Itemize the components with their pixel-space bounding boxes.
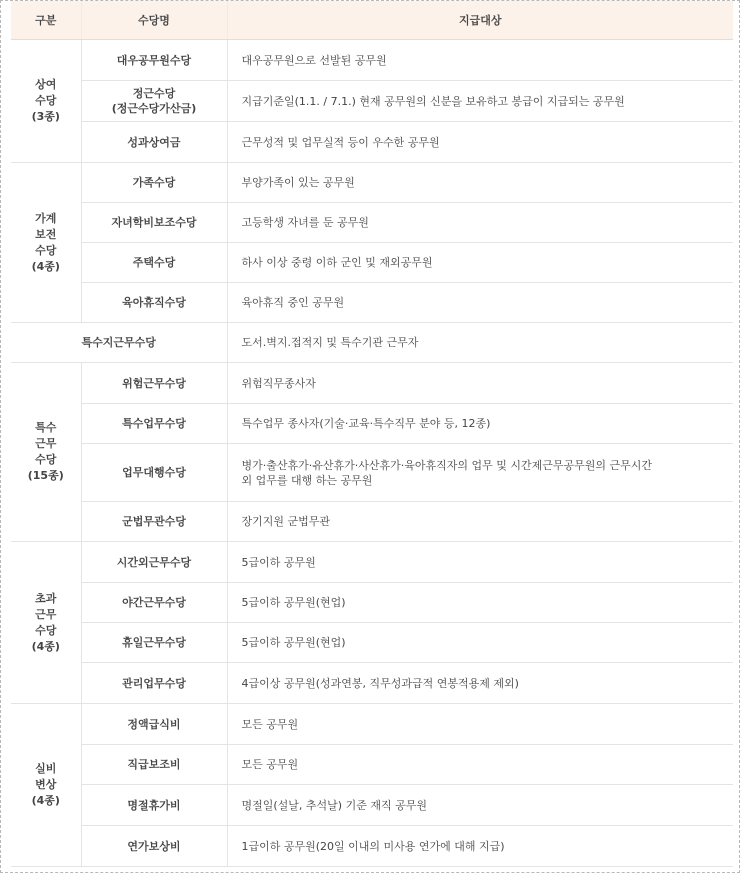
allowance-target: 육아휴직 중인 공무원	[227, 283, 733, 323]
allowance-target: 5급이하 공무원	[227, 542, 733, 583]
header-category: 구분	[11, 1, 81, 40]
table-row	[11, 323, 733, 363]
allowance-name: 군법무관수당	[81, 502, 227, 542]
allowance-target: 고등학생 자녀를 둔 공무원	[227, 203, 733, 243]
allowance-target: 지급기준일(1.1. / 7.1.) 현재 공무원의 신분을 보유하고 봉급이 지급되는 공무원	[227, 81, 733, 122]
allowance-target: 모든 공무원	[227, 745, 733, 785]
table-row	[11, 663, 733, 704]
header-target: 지급대상	[227, 1, 733, 40]
allowance-target: 위험직무종사자	[227, 363, 733, 404]
allowance-name: 휴일근무수당	[81, 623, 227, 663]
allowance-target: 대우공무원으로 선발된 공무원	[227, 40, 733, 81]
category-cell: 특수 근무 수당 (15종)	[11, 363, 81, 542]
table-row	[11, 542, 733, 583]
table-row	[11, 283, 733, 323]
table-row	[11, 363, 733, 404]
table-row	[11, 583, 733, 623]
table-row	[11, 40, 733, 81]
allowance-name: 관리업무수당	[81, 663, 227, 704]
category-cell: 초과 근무 수당 (4종)	[11, 542, 81, 704]
table-row	[11, 745, 733, 785]
allowance-name: 위험근무수당	[81, 363, 227, 404]
table-row	[11, 163, 733, 203]
table-row	[11, 81, 733, 122]
table-row	[11, 404, 733, 444]
allowance-name: 주택수당	[81, 243, 227, 283]
category-cell: 실비 변상 (4종)	[11, 704, 81, 867]
table-row	[11, 785, 733, 826]
table-row	[11, 243, 733, 283]
allowance-name: 특수업무수당	[81, 404, 227, 444]
allowance-target: 1급이하 공무원(20일 이내의 미사용 연가에 대해 지급)	[227, 826, 733, 867]
allowance-name: 야간근무수당	[81, 583, 227, 623]
allowance-target: 특수업무 종사자(기술·교육·특수직무 분야 등, 12종)	[227, 404, 733, 444]
allowance-name: 대우공무원수당	[81, 40, 227, 81]
allowance-target: 하사 이상 중령 이하 군인 및 재외공무원	[227, 243, 733, 283]
allowance-target: 5급이하 공무원(현업)	[227, 623, 733, 663]
table-row	[11, 444, 733, 502]
table-row	[11, 704, 733, 745]
table-row	[11, 623, 733, 663]
table-row	[11, 122, 733, 163]
allowance-name: 업무대행수당	[81, 444, 227, 502]
allowance-target: 모든 공무원	[227, 704, 733, 745]
table-row	[11, 502, 733, 542]
allowance-name: 연가보상비	[81, 826, 227, 867]
allowance-target: 장기지원 군법무관	[227, 502, 733, 542]
allowance-name: 시간외근무수당	[81, 542, 227, 583]
allowance-target: 4급이상 공무원(성과연봉, 직무성과급적 연봉적용제 제외)	[227, 663, 733, 704]
allowance-name: 자녀학비보조수당	[81, 203, 227, 243]
allowance-target: 명절일(설날, 추석날) 기준 재직 공무원	[227, 785, 733, 826]
allowance-name: 육아휴직수당	[81, 283, 227, 323]
category-cell: 상여 수당 (3종)	[11, 40, 81, 163]
allowance-target: 5급이하 공무원(현업)	[227, 583, 733, 623]
header-row	[11, 1, 733, 40]
allowance-name: 정액급식비	[81, 704, 227, 745]
allowance-name: 직급보조비	[81, 745, 227, 785]
table-row	[11, 826, 733, 867]
allowance-target: 병가·출산휴가·유산휴가·사산휴가·육아휴직자의 업무 및 시간제근무공무원의 근무시간 외 업무를 대행 하는 공무원	[227, 444, 733, 502]
allowance-name: 가족수당	[81, 163, 227, 203]
table-row	[11, 203, 733, 243]
allowance-target: 도서.벽지.접적지 및 특수기관 근무자	[227, 323, 733, 363]
allowance-name: 특수지근무수당	[11, 323, 227, 363]
category-cell: 가계 보전 수당 (4종)	[11, 163, 81, 323]
allowance-target: 부양가족이 있는 공무원	[227, 163, 733, 203]
header-allowance-name: 수당명	[81, 1, 227, 40]
allowance-name: 명절휴가비	[81, 785, 227, 826]
allowance-name: 정근수당 (정근수당가산금)	[81, 81, 227, 122]
allowance-name: 성과상여금	[81, 122, 227, 163]
allowance-table	[11, 1, 733, 867]
allowance-target: 근무성적 및 업무실적 등이 우수한 공무원	[227, 122, 733, 163]
